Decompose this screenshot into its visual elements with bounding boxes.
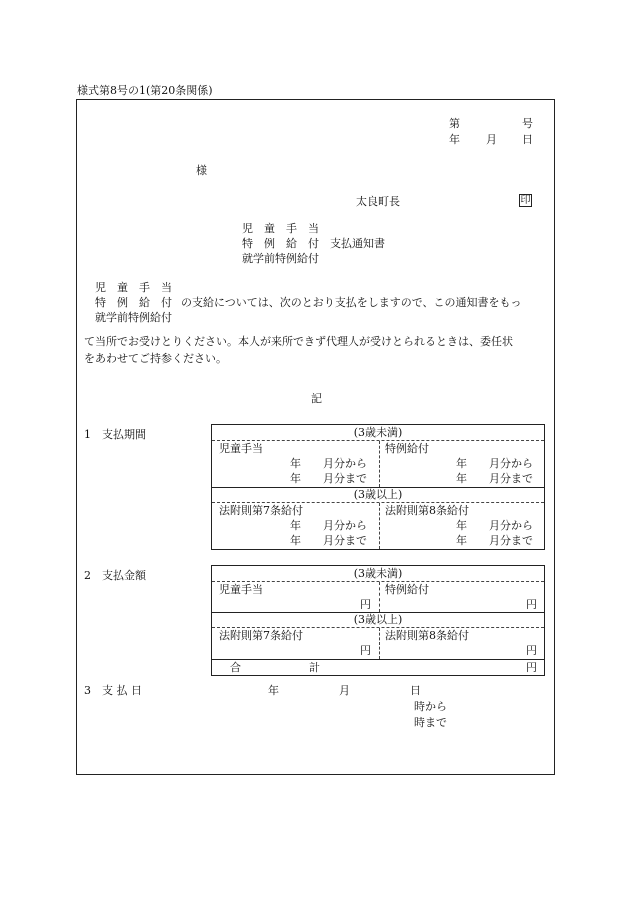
divider (212, 440, 544, 441)
divider (379, 441, 380, 487)
period-over3-label: (3歳以上) (353, 488, 403, 501)
title-suffix: 支払通知書 (330, 237, 385, 250)
period-from: 月分から (489, 457, 533, 470)
body-item1: 児 童 手 当 (95, 281, 172, 294)
period-to: 月分まで (323, 534, 367, 547)
amount-fusoku7: 法附則第7条給付 (219, 629, 303, 642)
period-year: 年 (290, 457, 301, 470)
section3-label: 3 支 払 日 (84, 684, 142, 697)
period-to: 月分まで (489, 534, 533, 547)
seal-mark: 印 (520, 195, 531, 206)
section2-label: 2 支払金額 (84, 569, 146, 582)
payday-day: 日 (410, 684, 421, 697)
amount-kodomo: 児童手当 (219, 583, 263, 596)
total-label-b: 計 (309, 661, 320, 674)
date-year: 年 (449, 133, 460, 146)
period-to: 月分まで (489, 472, 533, 485)
body-item3: 就学前特例給付 (95, 311, 172, 324)
date-day: 日 (522, 133, 533, 146)
divider (212, 581, 544, 582)
payday-from-time: 時から (414, 700, 447, 713)
period-from: 月分から (323, 457, 367, 470)
amount-yen: 円 (360, 598, 371, 611)
form-header: 様式第8号の1(第20条関係) (77, 84, 213, 97)
amount-yen: 円 (526, 598, 537, 611)
period-from: 月分から (489, 519, 533, 532)
body-item2: 特 例 給 付 (95, 296, 172, 309)
divider (212, 659, 544, 660)
period-year: 年 (456, 472, 467, 485)
period-from: 月分から (323, 519, 367, 532)
payday-month: 月 (339, 684, 350, 697)
period-year: 年 (290, 472, 301, 485)
payday-year: 年 (268, 684, 279, 697)
amount-under3-label: (3歳未満) (353, 567, 403, 580)
total-yen: 円 (526, 661, 537, 674)
body-sentence-a: の支給については、次のとおり支払をしますので、この通知書をもっ (181, 296, 522, 309)
period-under3-label: (3歳未満) (353, 426, 403, 439)
period-fusoku8: 法附則第8条給付 (385, 504, 469, 517)
date-month: 月 (486, 133, 497, 146)
number-prefix: 第 (449, 117, 460, 130)
title-line3: 就学前特例給付 (242, 252, 319, 265)
amount-tokurei: 特例給付 (385, 583, 429, 596)
period-to: 月分まで (323, 472, 367, 485)
amount-yen: 円 (526, 644, 537, 657)
amount-fusoku8: 法附則第8条給付 (385, 629, 469, 642)
payday-to-time: 時まで (414, 716, 447, 729)
divider (379, 582, 380, 612)
ki-heading: 記 (311, 392, 322, 405)
period-fusoku7: 法附則第7条給付 (219, 504, 303, 517)
amount-over3-label: (3歳以上) (353, 613, 403, 626)
addressee-suffix: 様 (196, 164, 207, 177)
title-line2: 特 例 給 付 (242, 237, 319, 250)
body-sentence-c: をあわせてご持参ください。 (84, 352, 227, 365)
divider (379, 503, 380, 549)
amount-yen: 円 (360, 644, 371, 657)
section1-label: 1 支払期間 (84, 428, 146, 441)
period-tokurei: 特例給付 (385, 442, 429, 455)
period-kodomo: 児童手当 (219, 442, 263, 455)
divider (379, 628, 380, 659)
divider (212, 627, 544, 628)
divider (212, 502, 544, 503)
period-year: 年 (290, 519, 301, 532)
body-sentence-b: て当所でお受けとりください。本人が来所できず代理人が受けとられるときは、委任状 (84, 335, 513, 348)
period-year: 年 (290, 534, 301, 547)
period-year: 年 (456, 519, 467, 532)
issuer: 太良町長 (356, 195, 400, 208)
period-year: 年 (456, 457, 467, 470)
total-label-a: 合 (230, 661, 241, 674)
period-year: 年 (456, 534, 467, 547)
number-suffix: 号 (522, 117, 533, 130)
title-line1: 児 童 手 当 (242, 222, 319, 235)
